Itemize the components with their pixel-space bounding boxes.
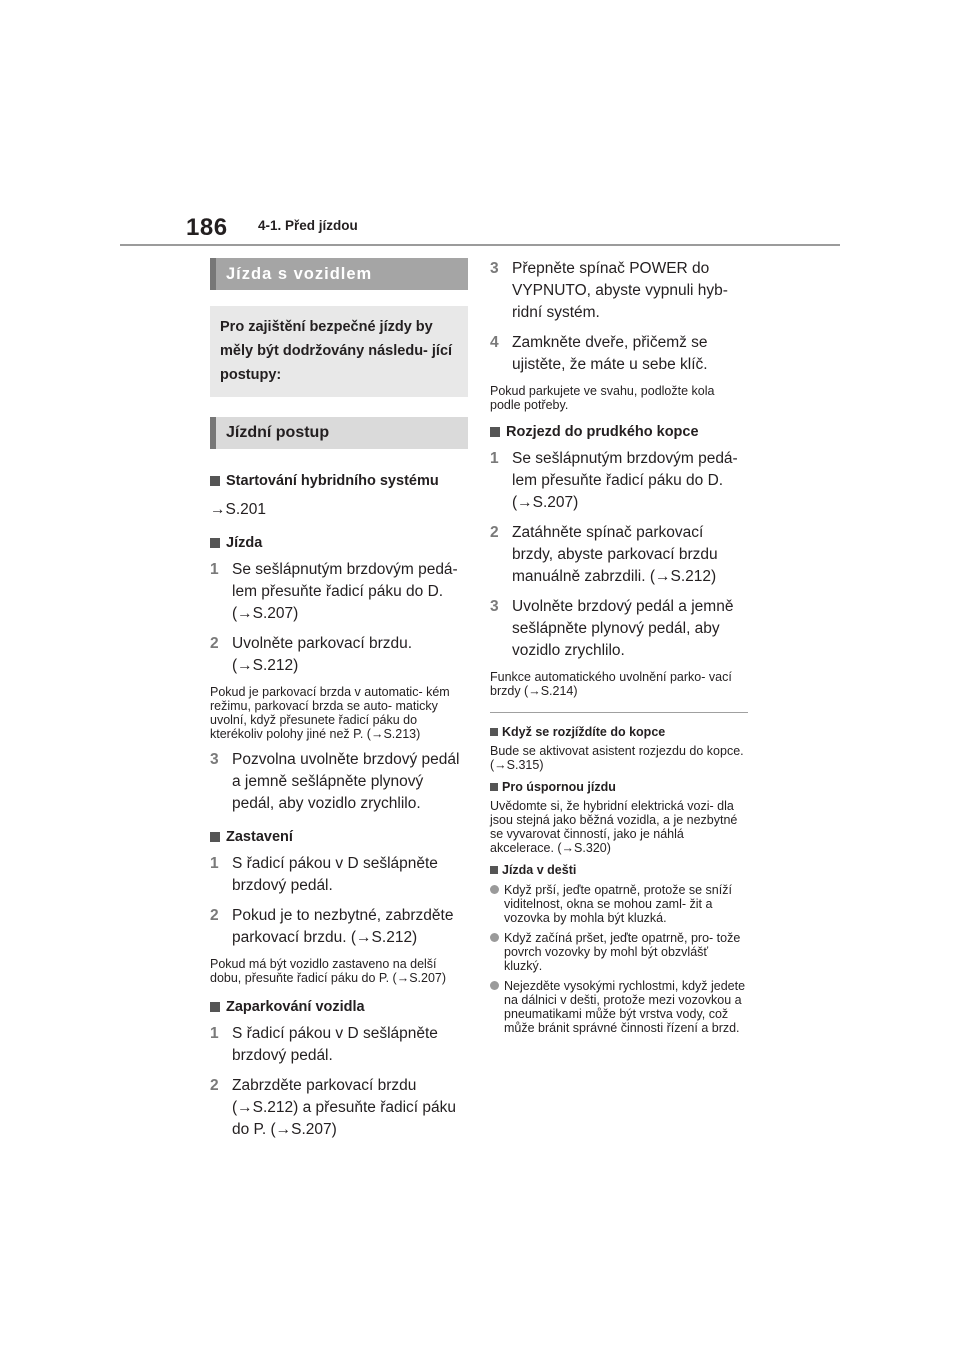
rain-bullet: [490, 931, 748, 973]
uphill-heading: Když se rozjíždíte do kopce: [490, 725, 748, 740]
rain-bullet: [490, 979, 748, 1035]
hill-heading: Rozjezd do prudkého kopce: [490, 422, 748, 442]
bullet-icon: [490, 933, 499, 942]
step-text: Se sešlápnutým brzdovým pedá- lem přesuňte řadicí páku do D. (→S.207): [512, 450, 738, 511]
step-text: Se sešlápnutým brzdovým pedá- lem přesuňte řadicí páku do D. (→S.207): [232, 561, 458, 622]
subsection-heading: Jízdní postup: [210, 417, 468, 449]
step-number: 2: [490, 524, 499, 541]
park-step-1: [210, 1023, 468, 1067]
step-number: 2: [210, 907, 219, 924]
section-title: 4-1. Před jízdou: [258, 218, 358, 233]
right-column: [490, 258, 748, 1035]
step-text: Uvolněte parkovací brzdu. (→S.212): [232, 635, 413, 674]
bullet-text: Když začíná pršet, jeďte opatrně, pro- tože povrch vozovky by mohl být obzvlášť kluzký.: [504, 931, 741, 973]
step-number: 1: [210, 855, 219, 872]
notes-divider: [490, 712, 748, 713]
drive-step-3: [210, 749, 468, 815]
stop-step-1: [210, 853, 468, 897]
step-number: 1: [490, 450, 499, 467]
hill-step-3: [490, 596, 748, 662]
start-ref: →S.201: [210, 501, 267, 518]
stop-heading: Zastavení: [210, 827, 468, 847]
bullet-text: Nejezděte vysokými rychlostmi, když jedete na dálnici v dešti, protože mezi vozovkou a pneumatikami může být vrstva vody, což může bránit správné činnosti řízení a brzd.: [504, 979, 746, 1035]
chapter-heading: Jízda s vozidlem: [210, 258, 468, 290]
step-number: 2: [210, 1077, 219, 1094]
eco-heading: Pro úspornou jízdu: [490, 780, 748, 795]
hill-note: Funkce automatického uvolnění parko- vací brzdy (→S.214): [490, 670, 732, 698]
step-text: S řadicí pákou v D sešlápněte brzdový pedál.: [232, 855, 438, 894]
drive-heading: Jízda: [210, 533, 468, 553]
step-text: Pozvolna uvolněte brzdový pedál a jemně sešlápněte plynový pedál, aby vozidlo zrychlilo.: [232, 751, 460, 812]
hill-step-1: [490, 448, 748, 514]
step-text: Pokud je to nezbytné, zabrzděte parkovací brzdu. (→S.212): [232, 907, 454, 946]
header-divider: [120, 244, 840, 246]
drive-step-1: [210, 559, 468, 625]
hill-step-2: [490, 522, 748, 588]
park-note: Pokud parkujete ve svahu, podložte kola podle potřeby.: [490, 384, 715, 412]
step-number: 3: [490, 260, 499, 277]
rain-bullet: [490, 883, 748, 925]
step-text: Uvolněte brzdový pedál a jemně sešlápněte plynový pedál, aby vozidlo zrychlilo.: [512, 598, 734, 659]
bullet-icon: [490, 885, 499, 894]
start-heading: Startování hybridního systému: [210, 471, 468, 491]
stop-note: Pokud má být vozidlo zastaveno na delší dobu, přesuňte řadicí páku do P. (→S.207): [210, 957, 447, 985]
uphill-text: Bude se aktivovat asistent rozjezdu do kopce. (→S.315): [490, 744, 744, 772]
step-number: 1: [210, 1025, 219, 1042]
step-text: Zatáhněte spínač parkovací brzdy, abyste parkovací brzdu manuálně zabrzdili. (→S.212): [512, 524, 718, 585]
left-column: [210, 258, 468, 1141]
step-text: Zamkněte dveře, přičemž se ujistěte, že máte u sebe klíč.: [512, 334, 708, 373]
park-step-3: [490, 258, 748, 324]
bullet-icon: [490, 981, 499, 990]
intro-box: Pro zajištění bezpečné jízdy by měly být dodržovány následu- jící postupy:: [210, 306, 468, 397]
step-number: 2: [210, 635, 219, 652]
park-step-4: [490, 332, 748, 376]
step-text: Přepněte spínač POWER do VYPNUTO, abyste vypnuli hyb- ridní systém.: [512, 260, 728, 321]
step-number: 4: [490, 334, 499, 351]
drive-step-2: [210, 633, 468, 677]
bullet-text: Když prší, jeďte opatrně, protože se sníží viditelnost, okna se mohou zaml- žit a vozovka by mohla být kluzká.: [504, 883, 732, 925]
eco-text: Uvědomte si, že hybridní elektrická vozi- dla jsou stejná jako běžná vozidla, a je nezbytné se vyvarovat činností, jako je náhlá akcelerace. (→S.320): [490, 799, 738, 855]
stop-step-2: [210, 905, 468, 949]
drive-note: Pokud je parkovací brzda v automatic- kém režimu, parkovací brzda se auto- maticky uvolní, když přesunete řadicí páku do kterékoliv polohy jiné než P. (→S.213): [210, 685, 450, 741]
park-heading: Zaparkování vozidla: [210, 997, 468, 1017]
step-text: S řadicí pákou v D sešlápněte brzdový pedál.: [232, 1025, 438, 1064]
page-number: 186: [186, 214, 228, 241]
step-number: 1: [210, 561, 219, 578]
step-text: Zabrzděte parkovací brzdu (→S.212) a přesuňte řadicí páku do P. (→S.207): [232, 1077, 457, 1138]
park-step-2: [210, 1075, 468, 1141]
step-number: 3: [210, 751, 219, 768]
rain-heading: Jízda v dešti: [490, 863, 748, 878]
step-number: 3: [490, 598, 499, 615]
